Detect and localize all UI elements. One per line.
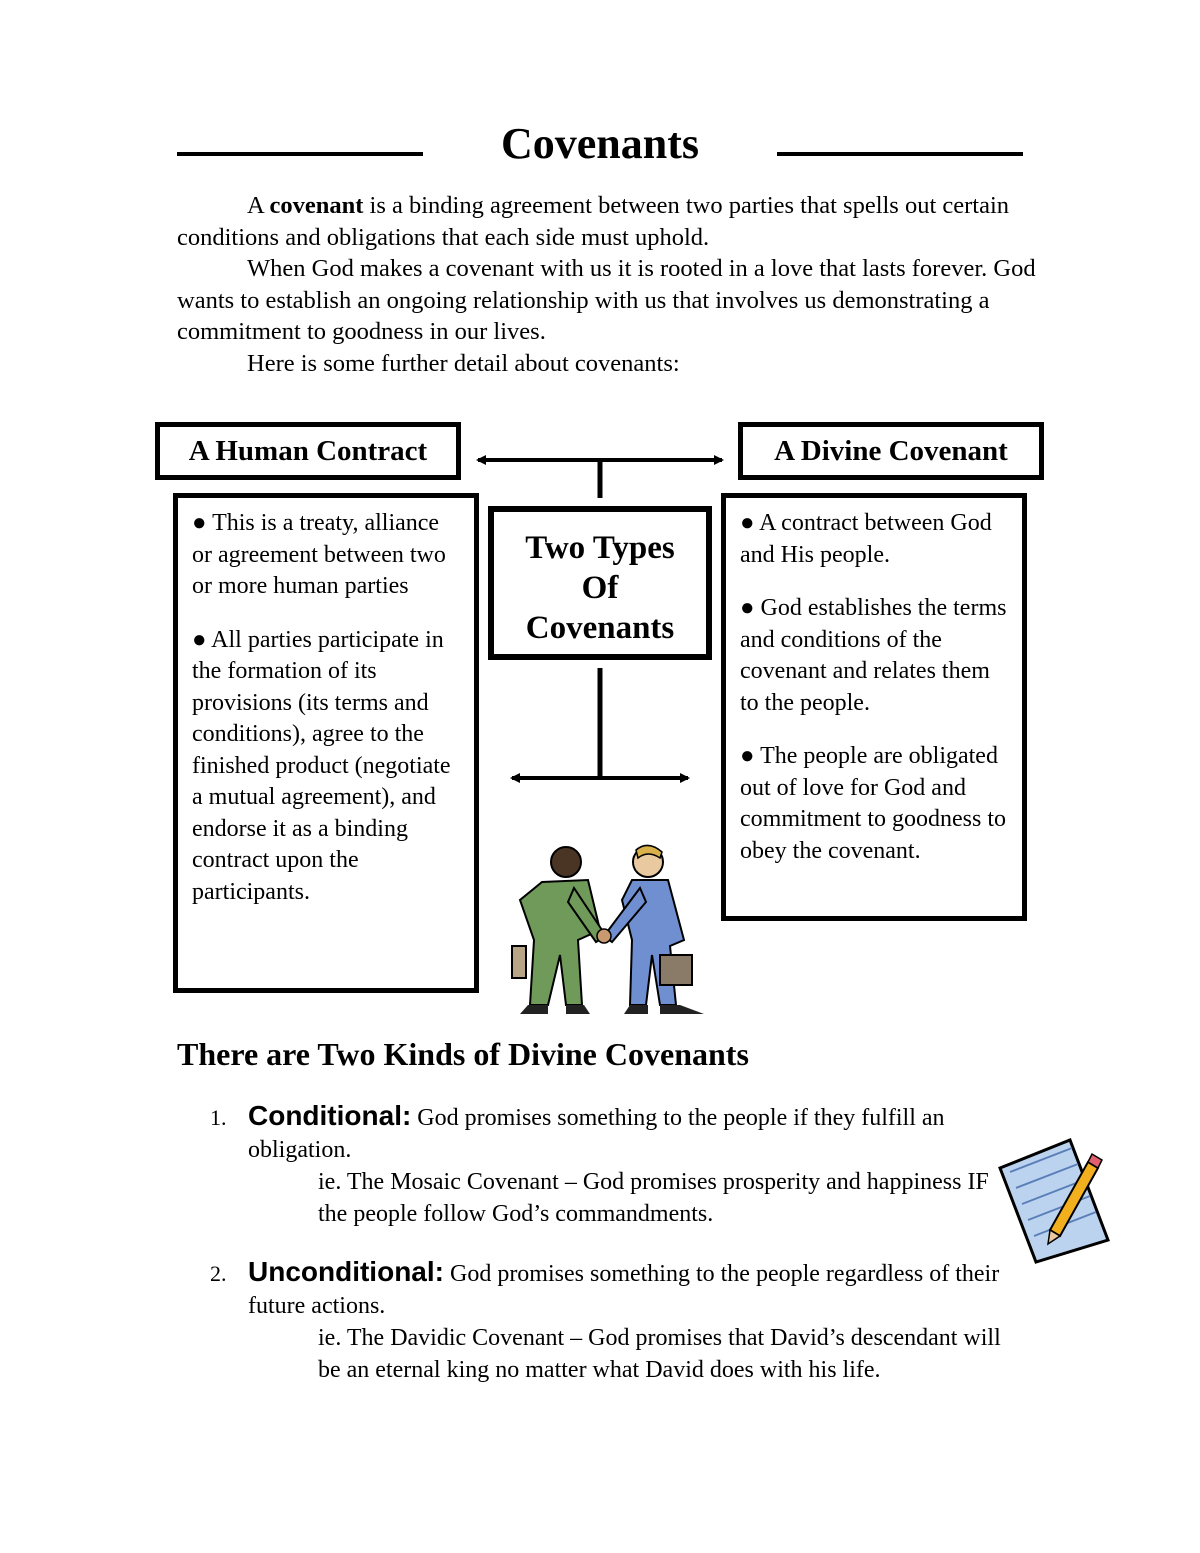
human-contract-bullet-1: ● This is a treaty, alliance or agreement between two or more human parties	[192, 510, 446, 599]
handshake-illustration	[512, 845, 704, 1014]
divine-covenant-bullet-1: ● A contract between God and His people.	[740, 510, 992, 568]
unconditional-example: ie. The Davidic Covenant – God promises that David’s descendant will be an eternal king no matter what David does with his life.	[318, 1325, 1001, 1383]
intro-paragraph-2: When God makes a covenant with us it is rooted in a love that lasts forever. God wants to establish an ongoing relationship with us that involves us demonstrating a commitment to goodness in our lives.	[177, 255, 1036, 345]
intro-p1-start: A	[247, 192, 270, 219]
list-number: 2.	[210, 1261, 227, 1286]
unconditional-text: God promises something to the people regardless of their future actions.	[248, 1261, 1000, 1319]
divine-kinds-list	[200, 1100, 1020, 1412]
human-contract-box	[173, 493, 479, 993]
list-item-conditional	[200, 1100, 1020, 1230]
conditional-example: ie. The Mosaic Covenant – God promises prosperity and happiness IF the people follow God’s commandments.	[318, 1169, 989, 1227]
intro-paragraph-3: Here is some further detail about covenants:	[247, 349, 680, 377]
two-types-box	[488, 506, 712, 660]
divine-covenant-box	[721, 493, 1027, 921]
human-contract-title: A Human Contract	[188, 434, 428, 467]
list-item-unconditional	[200, 1256, 1020, 1386]
divine-kinds-heading: There are Two Kinds of Divine Covenants	[177, 1036, 749, 1072]
page-title: Covenants	[500, 119, 700, 168]
divine-covenant-bullet-3: ● The people are obligated out of love for God and commitment to goodness to obey the covenant.	[740, 743, 1006, 864]
center-line-2: Of	[581, 570, 619, 606]
intro-p1-rest: is a binding agreement between two parties that spells out certain conditions and obligations that each side must uphold.	[177, 192, 1010, 251]
divine-covenant-header	[738, 422, 1044, 480]
center-line-1: Two Types	[525, 530, 675, 566]
human-contract-bullet-2: ● All parties participate in the formation of its provisions (its terms and conditions), agree to the finished product (negotiate a mutual agreement), and endorse it as a binding contract upon the participants.	[192, 626, 451, 905]
divine-covenant-title: A Divine Covenant	[774, 434, 1008, 467]
list-number: 1.	[210, 1105, 227, 1130]
human-contract-header	[155, 422, 461, 480]
center-line-3: Covenants	[525, 610, 675, 646]
conditional-text: God promises something to the people if they fulfill an obligation.	[248, 1105, 945, 1163]
covenant-term: covenant	[269, 192, 364, 219]
conditional-label: Conditional:	[248, 1100, 412, 1131]
divine-covenant-bullet-2: ● God establishes the terms and conditions of the covenant and relates them to the people.	[740, 595, 1007, 716]
unconditional-label: Unconditional:	[248, 1256, 444, 1287]
